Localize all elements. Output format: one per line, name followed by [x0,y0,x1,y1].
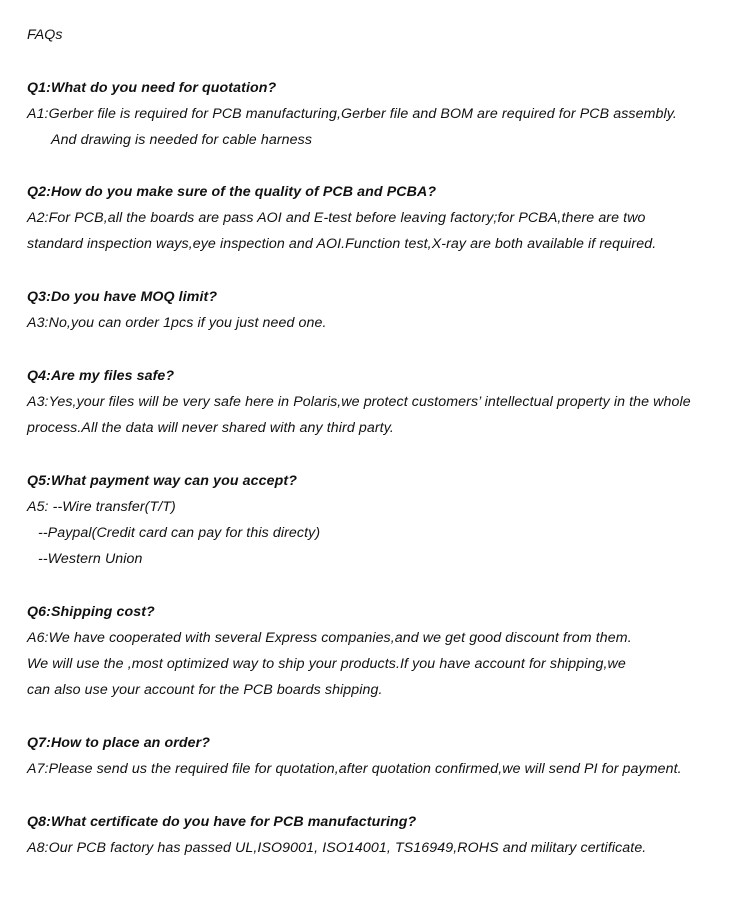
faq-question-5: Q5:What payment way can you accept? [27,473,297,489]
faq-question-8: Q8:What certificate do you have for PCB manufacturing? [27,814,417,830]
faq-question-4: Q4:Are my files safe? [27,368,175,384]
faq-answer-2-line-1: A2:For PCB,all the boards are pass AOI and E-test before leaving factory;for PCBA,there are two [27,210,646,226]
faq-answer-5-line-1: A5: --Wire transfer(T/T) [27,499,176,515]
faq-answer-4-line-2: process.All the data will never shared with any third party. [27,420,394,436]
faq-question-6: Q6:Shipping cost? [27,604,155,620]
faq-answer-2-line-2: standard inspection ways,eye inspection and AOI.Function test,X-ray are both available if required. [27,236,657,252]
faq-answer-8-line-1: A8:Our PCB factory has passed UL,ISO9001, ISO14001, TS16949,ROHS and military certificate. [27,840,647,856]
faq-answer-7-line-1: A7:Please send us the required file for quotation,after quotation confirmed,we will send PI for payment. [27,761,682,777]
faq-answer-5-line-2: --Paypal(Credit card can pay for this directy) [38,525,321,541]
faq-answer-6-line-1: A6:We have cooperated with several Express companies,and we get good discount from them. [27,630,632,646]
faq-question-2: Q2:How do you make sure of the quality of PCB and PCBA? [27,184,437,200]
faq-answer-3-line-1: A3:No,you can order 1pcs if you just need one. [27,315,327,331]
faq-answer-6-line-2: We will use the ,most optimized way to ship your products.If you have account for shipping,we [27,656,626,672]
page-title: FAQs [27,27,63,43]
faq-question-7: Q7:How to place an order? [27,735,211,751]
faq-answer-4-line-1: A3:Yes,your files will be very safe here in Polaris,we protect customers’ intellectual property in the whole [27,394,691,410]
faq-answer-6-line-3: can also use your account for the PCB boards shipping. [27,682,383,698]
faq-question-1: Q1:What do you need for quotation? [27,80,277,96]
faq-answer-1-line-2: And drawing is needed for cable harness [51,132,313,148]
faq-answer-1-line-1: A1:Gerber file is required for PCB manufacturing,Gerber file and BOM are required for PCB assembly. [27,106,677,122]
faq-answer-5-line-3: --Western Union [38,551,143,567]
faq-question-3: Q3:Do you have MOQ limit? [27,289,218,305]
